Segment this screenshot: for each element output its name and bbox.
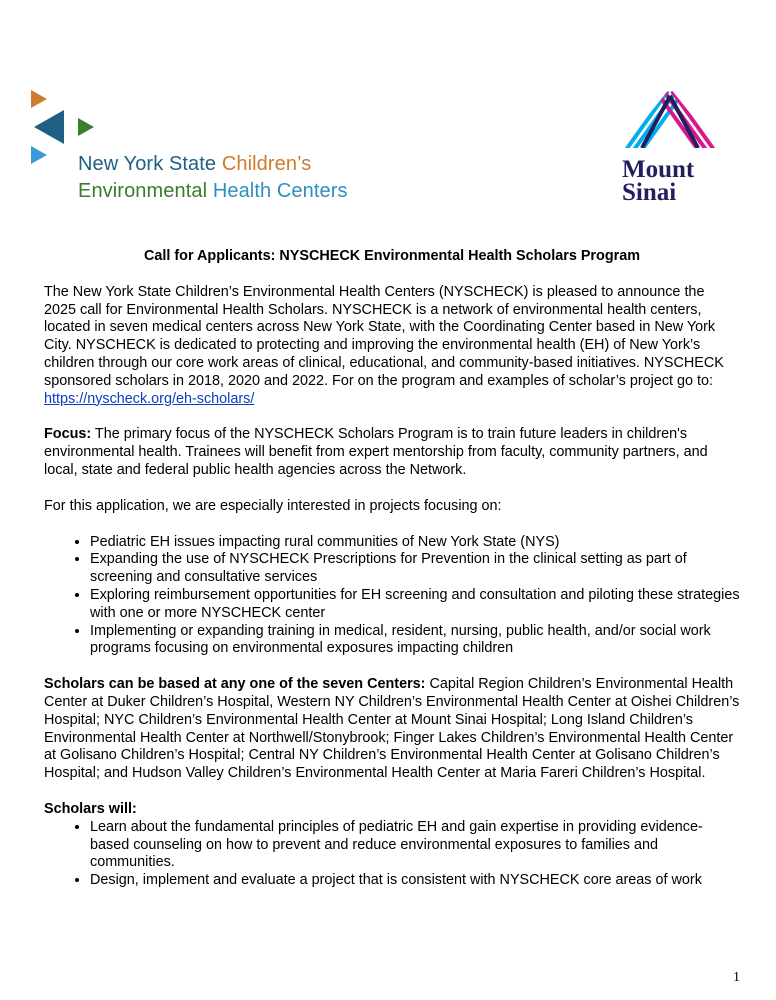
centers-paragraph: Scholars can be based at any one of the seven Centers: Capital Region Children’s Environmental Health Center at Duker Children’s Hospital, Western NY Children’s Environmental Health Center at Oishei Children’s Hospital; NYC Children’s Environmental Health Center at Mount Sinai Hospital; Long Island Children’s Environmental Health Center at Northwell/Stonybrook; Finger Lakes Children’s Environmental Health Center at Golisano Children’s Hospital; Central NY Children’s Environmental Health Center at Golisano Children’s Hospital; and Hudson Valley Children’s Environmental Health Center at Maria Fareri Children’s Hospital. xyxy=(44,676,740,782)
interest-intro: For this application, we are especially interested in projects focusing on: xyxy=(44,497,502,514)
mount-sinai-mark-icon xyxy=(620,86,720,156)
list-item: • Expanding the use of NYSCHECK Prescriptions for Prevention in the clinical setting as part of screening and consultative services xyxy=(90,551,740,587)
eh-scholars-link[interactable]: https://nyscheck.org/eh-scholars/ xyxy=(44,390,255,407)
mount-sinai-logo xyxy=(620,86,720,211)
scholars-will-list xyxy=(44,819,740,890)
interest-list xyxy=(44,534,740,659)
document-title: Call for Applicants: NYSCHECK Environmental Health Scholars Program xyxy=(143,248,641,264)
org-name-line2: Environmental Health Centers xyxy=(78,180,348,202)
orange-triangle-icon xyxy=(31,90,47,108)
list-item: • Design, implement and evaluate a project that is consistent with NYSCHECK core areas of work xyxy=(90,872,740,890)
intro-paragraph: The New York State Children’s Environmental Health Centers (NYSCHECK) is pleased to announce the 2025 call for Environmental Health Scholars. NYSCHECK is a network of environmental health centers, located in seven medical centers across New York State, with the Coordinating Center based in New York City. NYSCHECK is dedicated to protecting and improving the environmental health (EH) of New York’s children through our core work areas of clinical, educational, and community-based initiatives. NYSCHECK sponsored scholars in 2018, 2020 and 2022. For on the program and examples of scholar’s project go to: https://nyscheck.org/eh-scholars/ xyxy=(44,283,724,407)
nyscheck-logo xyxy=(28,86,388,206)
document-body xyxy=(44,248,740,908)
focus-paragraph: Focus: The primary focus of the NYSCHECK Scholars Program is to train future leaders in children's environmental health. Trainees will benefit from expert mentorship from faculty, community partners, and local, state and federal public health agencies across the Network. xyxy=(44,426,708,478)
org-name-line1: New York State Children’s xyxy=(78,153,312,175)
list-item: • Exploring reimbursement opportunities for EH screening and consultation and piloting these strategies with one or more NYSCHECK center xyxy=(90,587,740,623)
list-item: • Pediatric EH issues impacting rural communities of New York State (NYS) xyxy=(90,534,740,552)
scholars-will-heading: Scholars will: xyxy=(44,800,137,817)
green-triangle-icon xyxy=(78,118,94,136)
navy-triangle-icon xyxy=(34,110,64,144)
list-item: • Implementing or expanding training in medical, resident, nursing, public health, and/or social work programs focusing on environmental exposures impacting children xyxy=(90,623,740,659)
mount-sinai-wordmark: Mount Sinai xyxy=(622,156,695,206)
page-number: 1 xyxy=(733,970,740,985)
list-item: • Learn about the fundamental principles of pediatric EH and gain expertise in providing evidence-based counseling on how to prevent and reduce environmental exposures to families and communities. xyxy=(90,819,740,872)
lightblue-triangle-icon xyxy=(31,146,47,164)
